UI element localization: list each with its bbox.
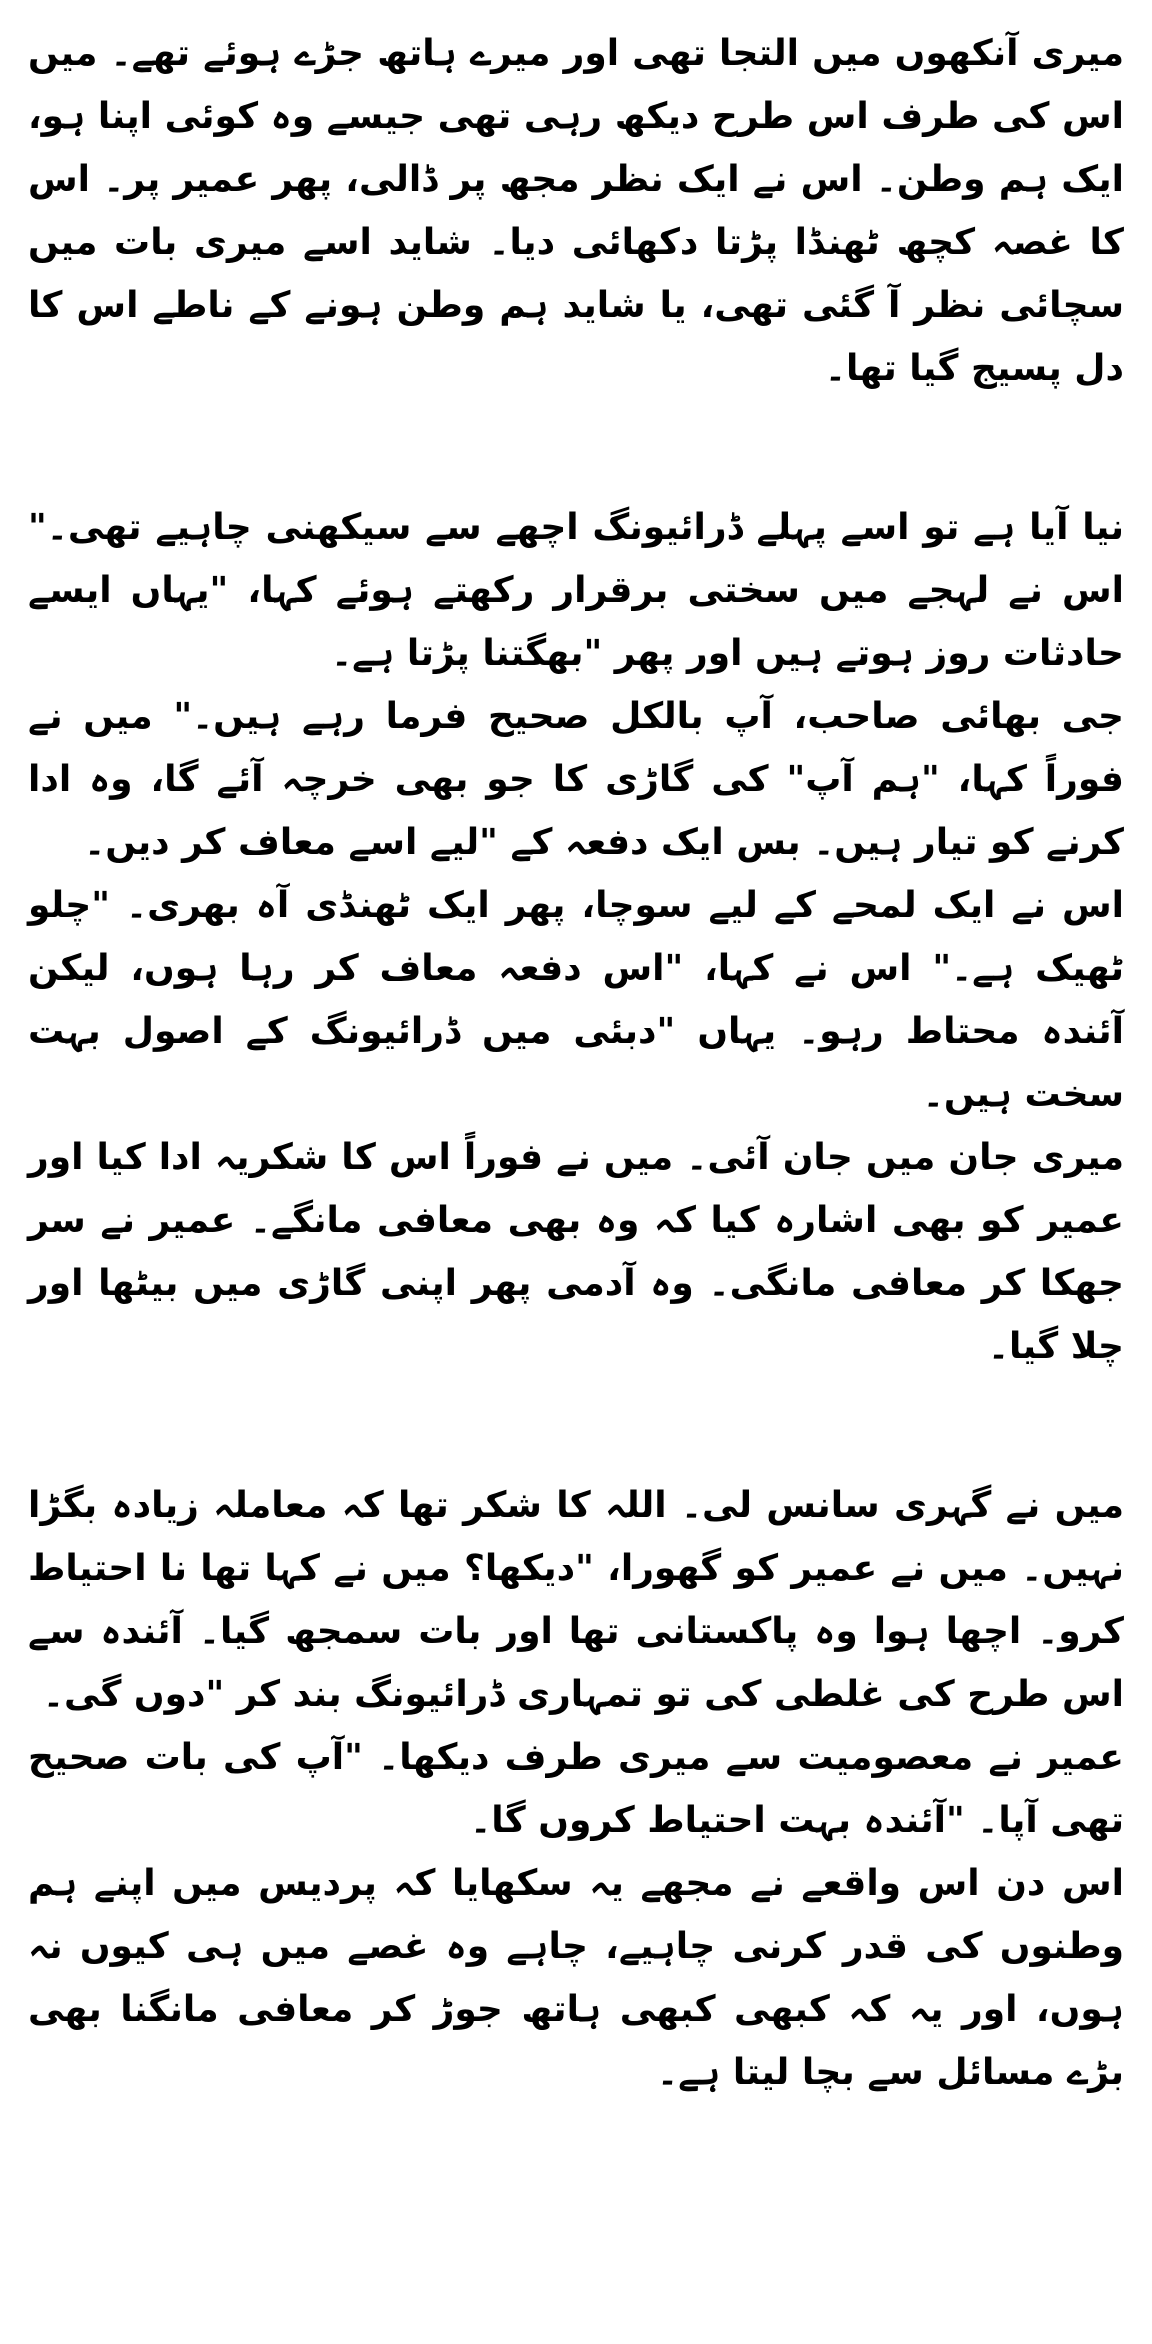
paragraph-2: نیا آیا ہے تو اسے پہلے ڈرائیونگ اچھے سے سیکھنی چاہیے تھی۔" اس نے لہجے میں سختی برقرار رکھتے ہوئے کہا، "یہاں ایسے حادثات روز ہوتے ہیں اور پھر "بھگتنا پڑتا ہے۔ <box>28 507 1124 674</box>
paragraph-1: میری آنکھوں میں التجا تھی اور میرے ہاتھ جڑے ہوئے تھے۔ میں اس کی طرف اس طرح دیکھ رہی تھی جیسے وہ کوئی اپنا ہو، ایک ہم وطن۔ اس نے ایک نظر مجھ پر ڈالی، پھر عمیر پر۔ اس کا غصہ کچھ ٹھنڈا پڑتا دکھائی دیا۔ شاید اسے میری بات میں سچائی نظر آ گئی تھی، یا شاید ہم وطن ہونے کے ناطے اس کا دل پسیج گیا تھا۔ <box>28 33 1124 389</box>
paragraph-5: میری جان میں جان آئی۔ میں نے فوراً اس کا شکریہ ادا کیا اور عمیر کو بھی اشارہ کیا کہ وہ بھی معافی مانگے۔ عمیر نے سر جھکا کر معافی مانگی۔ وہ آدمی پھر اپنی گاڑی میں بیٹھا اور چلا گیا۔ <box>28 1137 1124 1367</box>
story-text <box>28 22 1124 2104</box>
paragraph-gap <box>28 400 1124 496</box>
paragraph-4: اس نے ایک لمحے کے لیے سوچا، پھر ایک ٹھنڈی آہ بھری۔ "چلو ٹھیک ہے۔" اس نے کہا، "اس دفعہ معاف کر رہا ہوں، لیکن آئندہ محتاط رہو۔ یہاں "دبئی میں ڈرائیونگ کے اصول بہت سخت ہیں۔ <box>28 885 1124 1115</box>
paragraph-gap <box>28 1378 1124 1474</box>
paragraph-7: عمیر نے معصومیت سے میری طرف دیکھا۔ "آپ کی بات صحیح تھی آپا۔ "آئندہ بہت احتیاط کروں گا۔ <box>28 1737 1124 1841</box>
paragraph-6: میں نے گہری سانس لی۔ اللہ کا شکر تھا کہ معاملہ زیادہ بگڑا نہیں۔ میں نے عمیر کو گھورا، "دیکھا؟ میں نے کہا تھا نا احتیاط کرو۔ اچھا ہوا وہ پاکستانی تھا اور بات سمجھ گیا۔ آئندہ سے اس طرح کی غلطی کی تو تمہاری ڈرائیونگ بند کر "دوں گی۔ <box>28 1485 1124 1715</box>
paragraph-8: اس دن اس واقعے نے مجھے یہ سکھایا کہ پردیس میں اپنے ہم وطنوں کی قدر کرنی چاہیے، چاہے وہ غصے میں ہی کیوں نہ ہوں، اور یہ کہ کبھی کبھی ہاتھ جوڑ کر معافی مانگنا بھی بڑے مسائل سے بچا لیتا ہے۔ <box>28 1863 1124 2093</box>
paragraph-3: جی بھائی صاحب، آپ بالکل صحیح فرما رہے ہیں۔" میں نے فوراً کہا، "ہم آپ" کی گاڑی کا جو بھی خرچہ آئے گا، وہ ادا کرنے کو تیار ہیں۔ بس ایک دفعہ کے "لیے اسے معاف کر دیں۔ <box>28 696 1124 863</box>
